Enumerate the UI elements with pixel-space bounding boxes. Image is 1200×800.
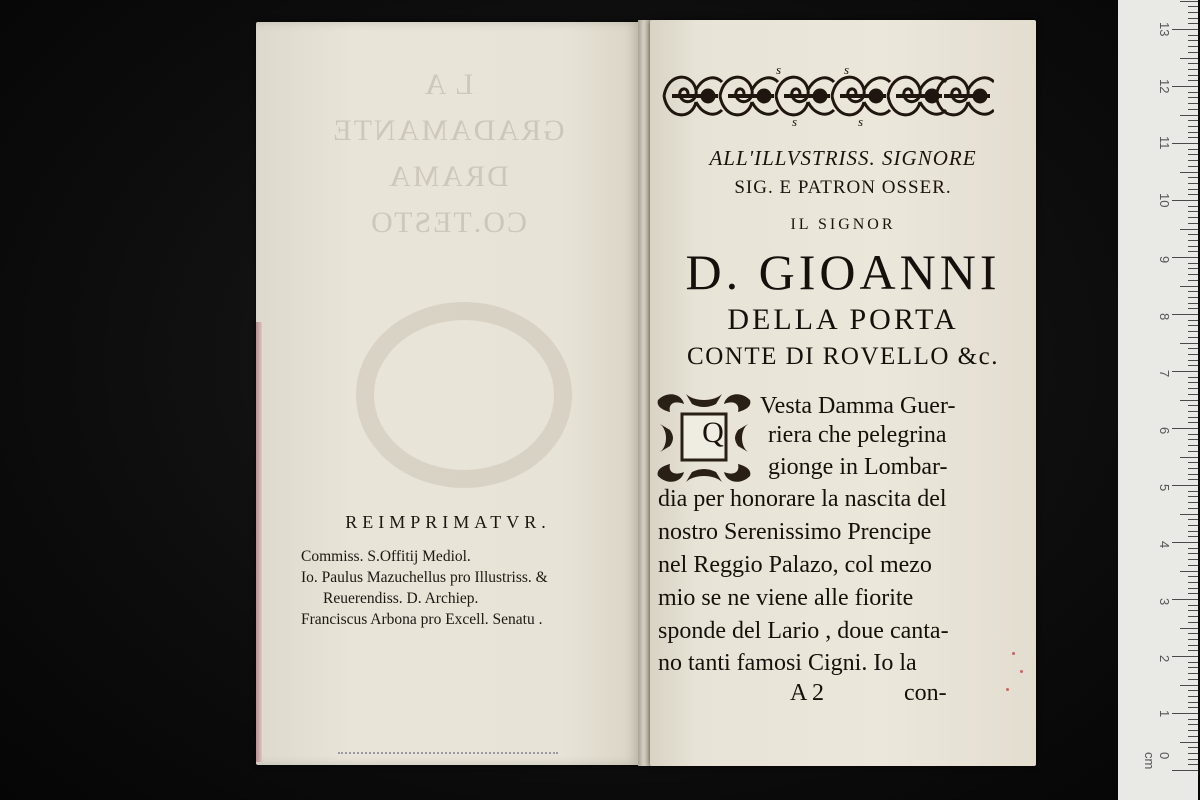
ruler-label: 5 — [1157, 484, 1172, 492]
dedicatee-family: DELLA PORTA — [727, 303, 959, 336]
body-line: Vesta Damma Guer- — [760, 393, 956, 419]
imprimatur-heading: REIMPRIMATVR. — [345, 512, 551, 532]
ruler-label: 12 — [1157, 79, 1172, 94]
body-line: mio se ne viene alle fiorite — [658, 585, 914, 611]
ruler-tick — [1188, 320, 1198, 321]
ruler-tick — [1180, 172, 1198, 173]
ruler-tick — [1188, 736, 1198, 737]
ruler-tick — [1180, 343, 1198, 344]
ruler-tick — [1172, 314, 1198, 315]
ruler-tick — [1188, 468, 1198, 469]
ruler-tick — [1188, 223, 1198, 224]
ruler-tick — [1188, 35, 1198, 36]
ruler-label: 10 — [1157, 193, 1172, 208]
ruler-tick — [1180, 628, 1198, 629]
ruler-tick — [1188, 639, 1198, 640]
ruler-tick — [1188, 411, 1198, 412]
imprimatur-line: Io. Paulus Mazuchellus pro Illustriss. & — [301, 569, 548, 586]
imprimatur-line: Franciscus Arbona pro Excell. Senatu . — [301, 611, 543, 628]
ruler-tick — [1172, 713, 1198, 714]
catchword: con- — [904, 680, 947, 706]
ruler-tick — [1188, 474, 1198, 475]
ruler-tick — [1188, 217, 1198, 218]
ruler-tick — [1188, 377, 1198, 378]
ruler-label: 11 — [1157, 136, 1172, 150]
ruler-tick — [1188, 662, 1198, 663]
ruler-tick — [1188, 308, 1198, 309]
ruler-tick — [1188, 268, 1198, 269]
ruler-label: 7 — [1157, 370, 1172, 378]
ruler-tick — [1188, 240, 1198, 241]
ruler-tick — [1188, 422, 1198, 423]
ruler-tick — [1188, 719, 1198, 720]
ruler-tick — [1180, 400, 1198, 401]
ruler-tick — [1188, 679, 1198, 680]
ruler-tick — [1188, 263, 1198, 264]
ruler-tick — [1188, 109, 1198, 110]
ruler-tick — [1188, 610, 1198, 611]
ruler-label: 6 — [1157, 427, 1172, 435]
body-line: nel Reggio Palazo, col mezo — [658, 552, 932, 578]
ruler-tick — [1188, 616, 1198, 617]
ruler-tick — [1188, 40, 1198, 41]
ruler-tick — [1188, 502, 1198, 503]
ruler-tick — [1188, 702, 1198, 703]
ruler-tick — [1180, 1, 1198, 2]
show-through-text: L A GRADAMANTE DRAMA CO.TESTO — [331, 68, 565, 239]
ruler-tick — [1188, 730, 1198, 731]
ruler-tick — [1188, 673, 1198, 674]
ruler-tick — [1188, 6, 1198, 7]
svg-text:s: s — [792, 114, 798, 129]
ruler-tick — [1188, 274, 1198, 275]
dedicatee-name: D. GIOANNI — [685, 244, 1001, 300]
ruler-label: 9 — [1157, 256, 1172, 264]
dedication-line-3: IL SIGNOR — [790, 216, 896, 233]
ruler-tick — [1188, 97, 1198, 98]
ruler-tick — [1188, 593, 1198, 594]
ruler-tick — [1188, 417, 1198, 418]
paper-stain — [1006, 688, 1009, 691]
ruler-tick — [1188, 331, 1198, 332]
ruler-tick — [1188, 622, 1198, 623]
ruler-tick — [1188, 707, 1198, 708]
ruler-tick — [1188, 280, 1198, 281]
ruler-tick — [1188, 92, 1198, 93]
ruler-tick — [1188, 479, 1198, 480]
paper-stain — [1012, 652, 1015, 655]
ruler-tick — [1188, 194, 1198, 195]
ruler-tick — [1188, 154, 1198, 155]
paper-stain — [1020, 670, 1023, 673]
ruler-tick — [1180, 58, 1198, 59]
ruler-tick — [1188, 297, 1198, 298]
page-edge-stain — [256, 322, 262, 762]
ruler-tick — [1172, 770, 1198, 771]
ruler-tick — [1188, 52, 1198, 53]
ruler-label: 4 — [1157, 541, 1172, 549]
ruler-tick — [1180, 685, 1198, 686]
ruler-tick — [1172, 257, 1198, 258]
ruler-label: 3 — [1157, 598, 1172, 606]
body-line: dia per honorare la nascita del — [658, 486, 947, 512]
ruler-tick — [1188, 462, 1198, 463]
ruler-tick — [1188, 582, 1198, 583]
ruler-tick — [1180, 514, 1198, 515]
ruler-tick — [1188, 434, 1198, 435]
ruler-tick — [1188, 508, 1198, 509]
ruler-tick — [1188, 519, 1198, 520]
ruler-tick — [1188, 234, 1198, 235]
ruler-tick — [1188, 491, 1198, 492]
imprimatur-line: Reuerendiss. D. Archiep. — [323, 590, 479, 607]
ruler-tick — [1188, 177, 1198, 178]
ruler-tick — [1188, 18, 1198, 19]
ruler-tick — [1172, 29, 1198, 30]
right-page — [650, 20, 1036, 766]
ruler-tick — [1188, 667, 1198, 668]
ruler-tick — [1188, 645, 1198, 646]
ruler-tick — [1188, 536, 1198, 537]
ruler-tick — [1188, 525, 1198, 526]
ruler-tick — [1180, 229, 1198, 230]
ruler-tick — [1188, 531, 1198, 532]
ruler-tick — [1188, 394, 1198, 395]
ruler-tick — [1188, 348, 1198, 349]
ruler-tick — [1188, 337, 1198, 338]
svg-text:s: s — [844, 62, 850, 77]
ruler-tick — [1188, 160, 1198, 161]
ruler-tick — [1188, 753, 1198, 754]
ruler-tick — [1188, 759, 1198, 760]
ruler-tick — [1188, 354, 1198, 355]
ruler-tick — [1188, 388, 1198, 389]
ruler-tick — [1188, 120, 1198, 121]
body-line: nostro Serenissimo Prencipe — [658, 519, 932, 545]
ruler-tick — [1180, 742, 1198, 743]
ruler-label: 2 — [1157, 655, 1172, 663]
ruler-tick — [1188, 75, 1198, 76]
ruler-tick — [1188, 251, 1198, 252]
ornamental-headpiece — [658, 60, 994, 132]
body-line: sponde del Lario , doue canta- — [658, 618, 949, 644]
dedicatee-title: CONTE DI ROVELLO &c. — [687, 343, 999, 370]
ruler-tick — [1188, 69, 1198, 70]
ruler-tick — [1172, 485, 1198, 486]
ruler-tick — [1188, 405, 1198, 406]
ruler-tick — [1180, 115, 1198, 116]
ruler-tick — [1188, 166, 1198, 167]
ruler-tick — [1188, 650, 1198, 651]
ruler-tick — [1188, 553, 1198, 554]
ruler-tick — [1188, 63, 1198, 64]
ruler-tick — [1188, 496, 1198, 497]
ruler-tick — [1188, 46, 1198, 47]
ruler-tick — [1188, 12, 1198, 13]
body-line: no tanti famosi Cigni. Io la — [658, 650, 917, 676]
ruler-tick — [1188, 724, 1198, 725]
body-line: gionge in Lombar- — [768, 454, 948, 480]
ruler-label: 13 — [1157, 22, 1172, 37]
ruler-tick — [1188, 80, 1198, 81]
left-page — [256, 22, 640, 765]
imprimatur-block — [301, 546, 631, 630]
ruler-label: 8 — [1157, 313, 1172, 321]
ruler-tick — [1188, 132, 1198, 133]
ruler-tick — [1188, 565, 1198, 566]
ruler-tick — [1188, 211, 1198, 212]
ruler-tick — [1188, 559, 1198, 560]
ruler-tick — [1188, 451, 1198, 452]
ruler-tick — [1188, 548, 1198, 549]
ruler-tick — [1188, 605, 1198, 606]
ruler-tick — [1188, 576, 1198, 577]
ruler-tick — [1188, 183, 1198, 184]
measurement-ruler — [1118, 0, 1198, 800]
ruler-tick — [1188, 206, 1198, 207]
ruler-tick — [1188, 439, 1198, 440]
ruler-tick — [1188, 764, 1198, 765]
ruler-tick — [1188, 588, 1198, 589]
initial-letter: Q — [702, 416, 724, 449]
ruler-tick — [1172, 200, 1198, 201]
ruler-tick — [1172, 86, 1198, 87]
ruler-tick — [1188, 189, 1198, 190]
ruler-tick — [1180, 286, 1198, 287]
ruler-tick — [1188, 103, 1198, 104]
body-line: riera che pelegrina — [768, 422, 947, 448]
ruler-tick — [1188, 696, 1198, 697]
dedication-line-1: ALL'ILLVSTRISS. SIGNORE — [709, 146, 977, 170]
ruler-tick — [1188, 633, 1198, 634]
ruler-tick — [1180, 571, 1198, 572]
dedication-line-2: SIG. E PATRON OSSER. — [734, 177, 952, 198]
ruler-tick — [1172, 371, 1198, 372]
ruler-tick — [1180, 457, 1198, 458]
ruler-label: 0 cm — [1142, 752, 1172, 770]
ruler-tick — [1188, 246, 1198, 247]
ruler-tick — [1188, 382, 1198, 383]
ruler-tick — [1188, 23, 1198, 24]
ruler-tick — [1188, 325, 1198, 326]
ruler-tick — [1188, 126, 1198, 127]
imprimatur-line: Commiss. S.Offitij Mediol. — [301, 548, 471, 565]
signature-mark: A 2 — [790, 680, 825, 706]
ruler-tick — [1172, 542, 1198, 543]
ruler-tick — [1188, 690, 1198, 691]
ruler-tick — [1188, 149, 1198, 150]
ruler-tick — [1172, 143, 1198, 144]
ruler-tick — [1188, 137, 1198, 138]
ruler-tick — [1188, 445, 1198, 446]
ruler-tick — [1188, 365, 1198, 366]
svg-text:s: s — [776, 62, 782, 77]
ruler-tick — [1188, 747, 1198, 748]
ruler-tick — [1188, 291, 1198, 292]
ruler-tick — [1172, 599, 1198, 600]
ruler-tick — [1172, 656, 1198, 657]
svg-text:s: s — [858, 114, 864, 129]
ruler-label: 1 — [1157, 710, 1172, 718]
ruler-tick — [1172, 428, 1198, 429]
ruler-tick — [1188, 360, 1198, 361]
library-stamp-mark — [338, 752, 558, 762]
ruler-tick — [1188, 303, 1198, 304]
show-through-emblem — [356, 302, 572, 488]
